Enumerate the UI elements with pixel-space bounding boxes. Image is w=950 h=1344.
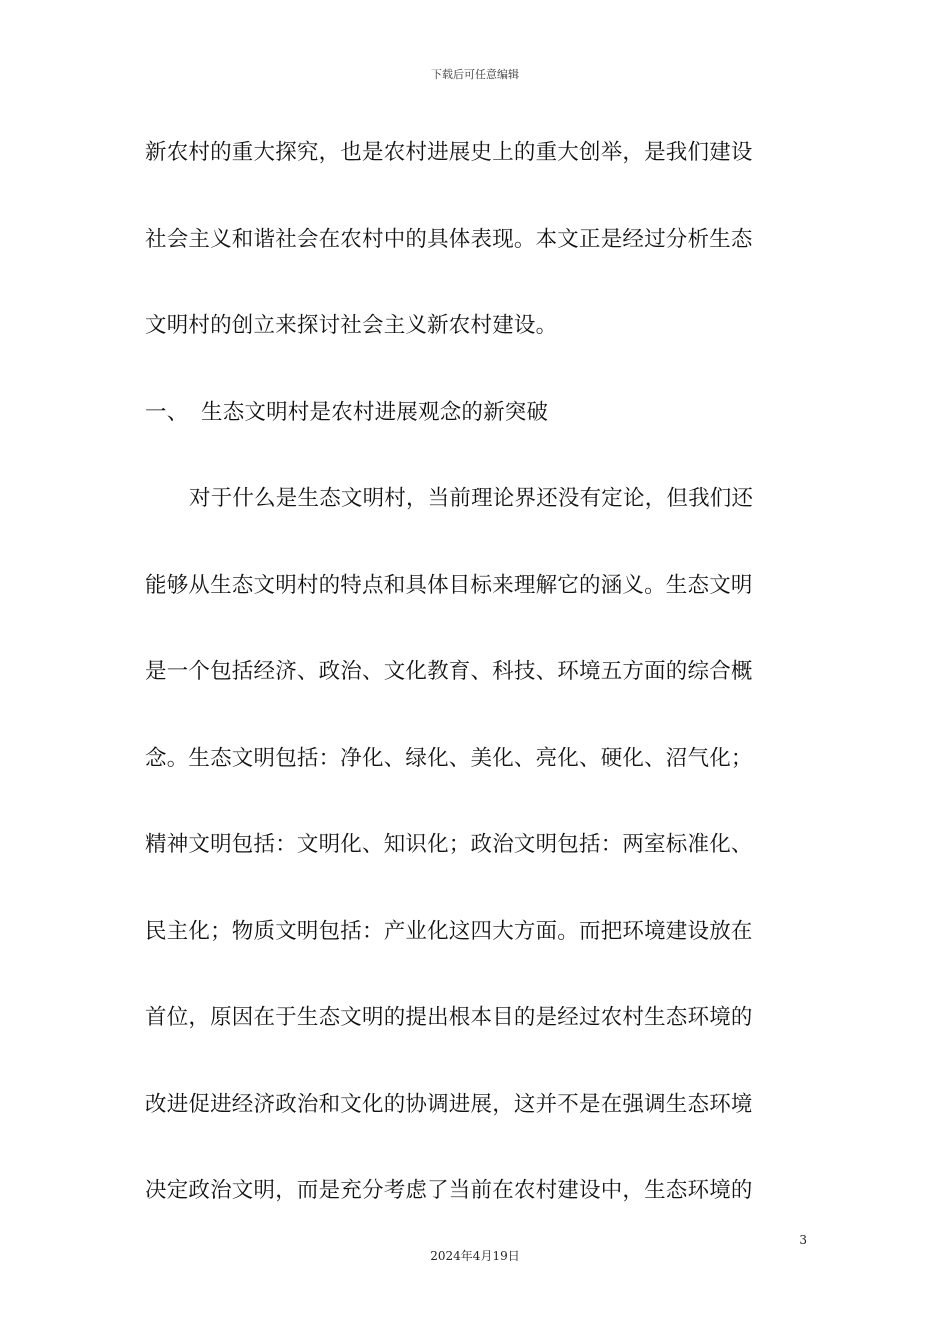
section-heading-text: 生态文明村是农村进展观念的新突破 — [201, 399, 549, 425]
paragraph-line: 精神文明包括：文明化、知识化；政治文明包括：两室标准化、 — [145, 832, 753, 857]
body-line: 文明村的创立来探讨社会主义新农村建设。 — [145, 313, 558, 338]
paragraph-line: 首位，原因在于生态文明的提出根本目的是经过农村生态环境的 — [145, 1005, 753, 1030]
document-body — [145, 131, 807, 1256]
body-line: 社会主义和谐社会在农村中的具体表现。本文正是经过分析生态 — [145, 226, 753, 252]
paragraph-line: 对于什么是生态文明村，当前理论界还没有定论，但我们还 — [189, 486, 754, 511]
footer-date: 2024年4月19日 — [430, 1249, 520, 1263]
section-heading — [145, 391, 807, 478]
paragraph-line: 念。生态文明包括：净化、绿化、美化、亮化、硬化、沼气化； — [145, 745, 753, 771]
section-heading-number: 一、 — [145, 399, 189, 425]
paragraph-line: 能够从生态文明村的特点和具体目标来理解它的涵义。生态文明 — [145, 572, 753, 598]
paragraph-line: 是一个包括经济、政治、文化教育、科技、环境五方面的综合概 — [145, 659, 753, 684]
paragraph-line: 决定政治文明，而是充分考虑了当前在农村建设中，生态环境的 — [145, 1178, 753, 1203]
paragraph-line: 改进促进经济政治和文化的协调进展，这并不是在强调生态环境 — [145, 1091, 753, 1117]
paragraph-line: 民主化；物质文明包括：产业化这四大方面。而把环境建设放在 — [145, 918, 753, 944]
page-number: 3 — [799, 1233, 807, 1247]
body-line: 新农村的重大探究，也是农村进展史上的重大创举，是我们建设 — [145, 140, 753, 165]
page-header: 下载后可任意编辑 — [431, 68, 519, 81]
